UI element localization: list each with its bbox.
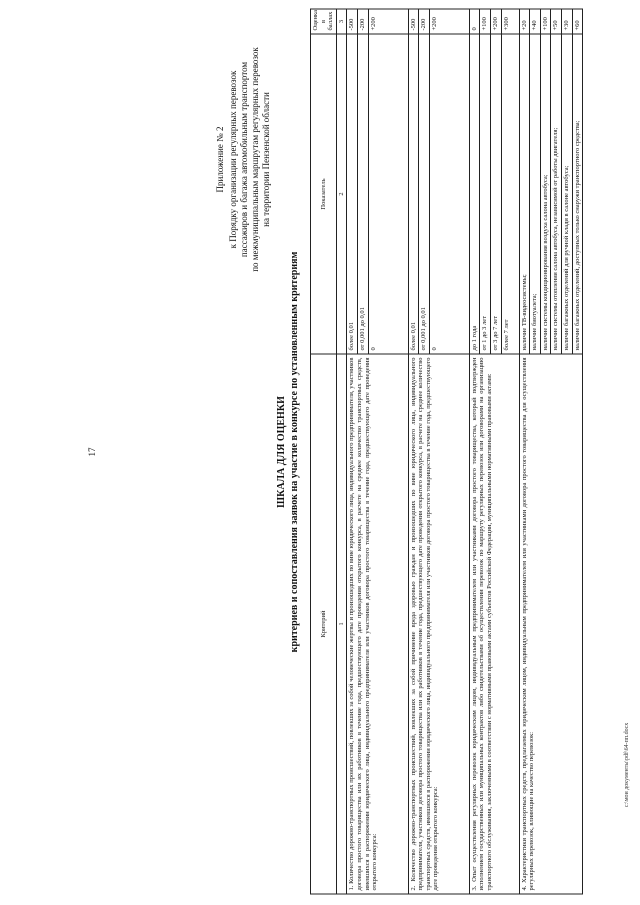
score-cell: +40 [530, 9, 541, 34]
indicator-cell: от 0,001 до 0,01 [357, 34, 368, 354]
score-cell: 0 [469, 9, 480, 34]
footer-file-path: c:\мои документы\pdf\64-пп.docx [624, 722, 630, 808]
score-cell: +200 [368, 9, 408, 34]
table-row [519, 9, 530, 894]
appendix-line: на территории Пензенской области [261, 92, 271, 227]
score-cell: +30 [561, 9, 572, 34]
criteria-table [310, 9, 583, 895]
table-number-row [336, 9, 347, 894]
indicator-cell: наличие биотуалета; [530, 34, 541, 354]
appendix-line: к Порядку организации регулярных перевозок [228, 70, 238, 249]
indicator-cell: наличие ТВ-видеосистемы; [519, 34, 530, 354]
indicator-cell: 0 [429, 34, 469, 354]
header-number-1: 1 [336, 354, 347, 894]
appendix-line: пассажиров и багажа автомобильным транспортом [239, 61, 249, 258]
criterion-cell: 3. Опыт осуществления регулярных перевозок юридическим лицом, индивидуальным предпринимателем или участниками договора простого товарищества, который подтвержден исполнением государственных или муниципальных контрактов либо свидетельствами об осуществлении перевозок по маршруту регулярных перевозок или договорами на организацию транспортного обслуживания, заключенными в соответствии с нормативными правовыми актами субъектов Российской Федерации, муниципальными нормативными правовыми актами: [469, 354, 519, 894]
header-indicator: Показатель [311, 34, 337, 354]
heading-subtitle: критериев и сопоставления заявок на участие в конкурсе по установленным критериям [289, 251, 300, 653]
indicator-cell: более 0,01 [408, 34, 419, 354]
score-cell: +20 [519, 9, 530, 34]
appendix-block [215, 10, 272, 310]
indicator-cell: от 1 до 3 лет [480, 34, 491, 354]
header-number-3: 3 [336, 9, 347, 34]
indicator-cell: наличие багажных отделений для ручной клади в салоне автобуса; [561, 34, 572, 354]
appendix-title: Приложение № 2 [215, 126, 225, 193]
page-number: 17 [87, 447, 97, 457]
table-row [408, 9, 419, 894]
score-cell: +300 [501, 9, 519, 34]
indicator-cell: наличие багажных отделений, доступных только снаружи транспортного средства; [572, 34, 583, 354]
indicator-cell: 0 [368, 34, 408, 354]
indicator-cell: от 3 до 7 лет [490, 34, 501, 354]
heading-title: ШКАЛА ДЛЯ ОЦЕНКИ [276, 396, 287, 508]
indicator-cell: более 7 лет [501, 34, 519, 354]
score-cell: +200 [490, 9, 501, 34]
score-cell: +200 [429, 9, 469, 34]
criterion-cell: 2. Количество дорожно-транспортных происшествий, повлекших за собой причинение вреда здоровью граждан и произошедших по вине юридического лица, индивидуального предпринимателя, участников договора простого товарищества или их работников в течение года, предшествующего дате проведения открытого конкурса, в расчете на среднее количество транспортных средств, имевшихся в распоряжении юридического лица, индивидуального предпринимателя или участников договора простого товарищества в течение года, предшествующего дате проведения открытого конкурса: [408, 354, 469, 894]
score-cell: +60 [572, 9, 583, 34]
score-cell: +100 [480, 9, 491, 34]
rotated-content [215, 10, 585, 895]
score-cell: -200 [357, 9, 368, 34]
table-header-row [311, 9, 337, 894]
score-cell: -500 [408, 9, 419, 34]
indicator-cell: наличие системы кондиционирования воздуха салона автобуса; [540, 34, 551, 354]
score-cell: -200 [419, 9, 430, 34]
header-score: Оценка в баллах [311, 9, 337, 34]
appendix-line: по межмуниципальным маршрутам регулярных перевозок [250, 47, 260, 272]
indicator-cell: от 0,001 до 0,01 [419, 34, 430, 354]
criterion-cell: 1. Количество дорожно-транспортных происшествий, повлекших за собой человеческие жертвы и произошедших по вине юридического лица, индивидуального предпринимателя, участников договора простого товарищества или их работников в течение года, предшествующего дате проведения открытого конкурса, в расчете на среднее количество транспортных средств, имевшихся в распоряжении юридического лица, индивидуального предпринимателя или участников договора простого товарищества в течение года, предшествующего дате проведения открытого конкурса: [347, 354, 408, 894]
document-heading [275, 10, 301, 895]
table-row [469, 9, 480, 894]
score-cell: -500 [347, 9, 358, 34]
indicator-cell: до 1 года [469, 34, 480, 354]
indicator-cell: более 0,01 [347, 34, 358, 354]
indicator-cell: наличие системы отопления салона автобуса, независимой от работы двигателя; [551, 34, 562, 354]
header-criterion: Критерий [311, 354, 337, 894]
criterion-cell: 4. Характеристики транспортных средств, предлагаемых юридическим лицом, индивидуальным предпринимателем или участниками договора простого товарищества для осуществления регулярных перевозок, влияющие на качество перевозок: [519, 354, 583, 894]
score-cell: +100 [540, 9, 551, 34]
header-number-2: 2 [336, 34, 347, 354]
score-cell: +50 [551, 9, 562, 34]
table-row [347, 9, 358, 894]
